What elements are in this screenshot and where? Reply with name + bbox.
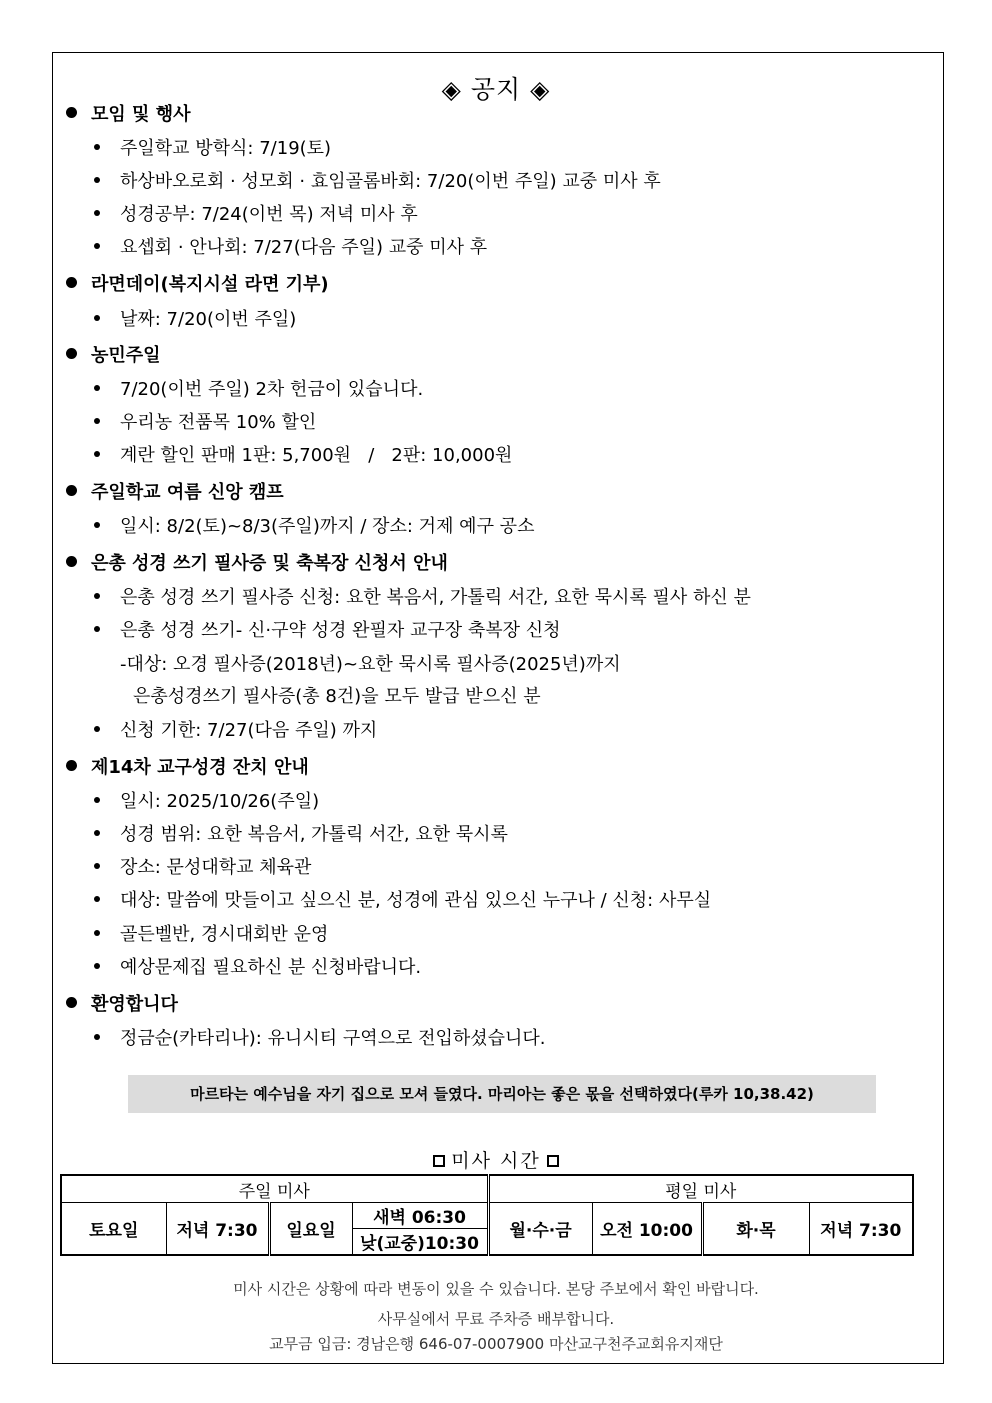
bullet-icon <box>94 930 100 936</box>
bullet-icon <box>94 144 100 150</box>
bullet-icon <box>94 315 100 321</box>
list-item: 날짜: 7/20(이번 주일) <box>94 305 296 331</box>
bullet-icon <box>66 348 77 359</box>
mwf-label: 월·수·금 <box>488 1203 592 1256</box>
bullet-icon <box>66 997 77 1008</box>
bullet-icon <box>94 830 100 836</box>
list-item: 요셉회 · 안나회: 7/27(다음 주일) 교중 미사 후 <box>94 233 487 259</box>
section-heading: 주일학교 여름 신앙 캠프 <box>66 478 284 504</box>
mwf-time: 오전 10:00 <box>592 1203 702 1256</box>
list-item: 일시: 2025/10/26(주일) <box>94 787 319 813</box>
list-item: 장소: 문성대학교 체육관 <box>94 853 311 879</box>
sunday-label: 일요일 <box>269 1203 352 1256</box>
list-item: 계란 할인 판매 1판: 5,700원 / 2판: 10,000원 <box>94 441 512 467</box>
bullet-icon <box>66 760 77 771</box>
bullet-icon <box>94 593 100 599</box>
list-item: 하상바오로회 · 성모회 · 효임골롬바회: 7/20(이번 주일) 교중 미사 후 <box>94 167 661 193</box>
list-item: 일시: 8/2(토)~8/3(주일)까지 / 장소: 거제 예구 공소 <box>94 512 534 538</box>
list-item: 예상문제집 필요하신 분 신청바랍니다. <box>94 953 421 979</box>
bullet-icon <box>94 626 100 632</box>
bullet-icon <box>94 451 100 457</box>
list-item: 골든벨반, 경시대회반 운영 <box>94 920 328 946</box>
section-heading: 라면데이(복지시설 라면 기부) <box>66 270 329 296</box>
bullet-icon <box>94 385 100 391</box>
list-item: 정금순(카타리나): 유니시티 구역으로 전입하셨습니다. <box>94 1024 546 1050</box>
page-title: ◈ 공지 ◈ <box>441 75 551 104</box>
checkbox-square-icon <box>547 1155 559 1167</box>
sub-item: 은총성경쓰기 필사증(총 8건)을 모두 발급 받으신 분 <box>133 686 541 707</box>
list-item: 우리농 전품목 10% 할인 <box>94 408 316 434</box>
list-item: 대상: 말씀에 맛들이고 싶으신 분, 성경에 관심 있으신 누구나 / 신청: 사무실 <box>94 886 711 912</box>
section-heading: 환영합니다 <box>66 990 178 1016</box>
scripture-quote: 마르타는 예수님을 자기 집으로 모셔 들였다. 마리아는 좋은 몫을 선택하였다(루카 10,38.42) <box>128 1075 876 1113</box>
bullet-icon <box>94 797 100 803</box>
list-item: 7/20(이번 주일) 2차 헌금이 있습니다. <box>94 375 423 401</box>
bullet-icon <box>94 963 100 969</box>
list-item: 주일학교 방학식: 7/19(토) <box>94 134 331 160</box>
sunday-dawn-time: 새벽 06:30 <box>352 1203 488 1229</box>
sunday-noon-time: 낮(교중)10:30 <box>352 1229 488 1256</box>
bullet-icon <box>94 418 100 424</box>
mass-schedule-table <box>60 1174 914 1256</box>
weekday-mass-header: 평일 미사 <box>488 1175 913 1203</box>
bullet-icon <box>66 485 77 496</box>
saturday-label: 토요일 <box>61 1203 166 1256</box>
tue-thu-time: 저녁 7:30 <box>809 1203 913 1256</box>
sub-item: -대상: 오경 필사증(2018년)~요한 묵시록 필사증(2025년)까지 <box>120 654 621 675</box>
list-item: 성경 범위: 요한 복음서, 가톨릭 서간, 요한 묵시록 <box>94 820 508 846</box>
section-heading: 제14차 교구성경 잔치 안내 <box>66 753 309 779</box>
bullet-icon <box>94 726 100 732</box>
list-item: 성경공부: 7/24(이번 목) 저녁 미사 후 <box>94 200 418 226</box>
footer-note: 교무금 입금: 경남은행 646-07-0007900 마산교구천주교회유지재단 <box>269 1335 723 1353</box>
bullet-icon <box>94 896 100 902</box>
checkbox-square-icon <box>433 1155 445 1167</box>
section-heading: 농민주일 <box>66 341 161 367</box>
bullet-icon <box>94 243 100 249</box>
list-item: 은총 성경 쓰기 필사증 신청: 요한 복음서, 가톨릭 서간, 요한 묵시록 필사 하신 분 <box>94 583 751 609</box>
footer-note: 사무실에서 무료 주차증 배부합니다. <box>377 1310 615 1328</box>
tue-thu-label: 화·목 <box>702 1203 809 1256</box>
section-heading: 은총 성경 쓰기 필사증 및 축복장 신청서 안내 <box>66 549 448 575</box>
bullet-icon <box>66 556 77 567</box>
list-item: 은총 성경 쓰기- 신·구약 성경 완필자 교구장 축복장 신청 <box>94 616 561 642</box>
list-item: 신청 기한: 7/27(다음 주일) 까지 <box>94 716 377 742</box>
bullet-icon <box>94 1034 100 1040</box>
bullet-icon <box>94 210 100 216</box>
bullet-icon <box>66 277 77 288</box>
mass-schedule-title: 미사 시간 <box>0 1146 992 1173</box>
bullet-icon <box>94 863 100 869</box>
footer-note: 미사 시간은 상황에 따라 변동이 있을 수 있습니다. 본당 주보에서 확인 바랍니다. <box>233 1280 759 1298</box>
bullet-icon <box>94 177 100 183</box>
saturday-time: 저녁 7:30 <box>166 1203 269 1256</box>
bullet-icon <box>94 522 100 528</box>
bullet-icon <box>66 107 77 118</box>
section-heading: 모임 및 행사 <box>66 100 190 126</box>
sunday-mass-header: 주일 미사 <box>61 1175 488 1203</box>
